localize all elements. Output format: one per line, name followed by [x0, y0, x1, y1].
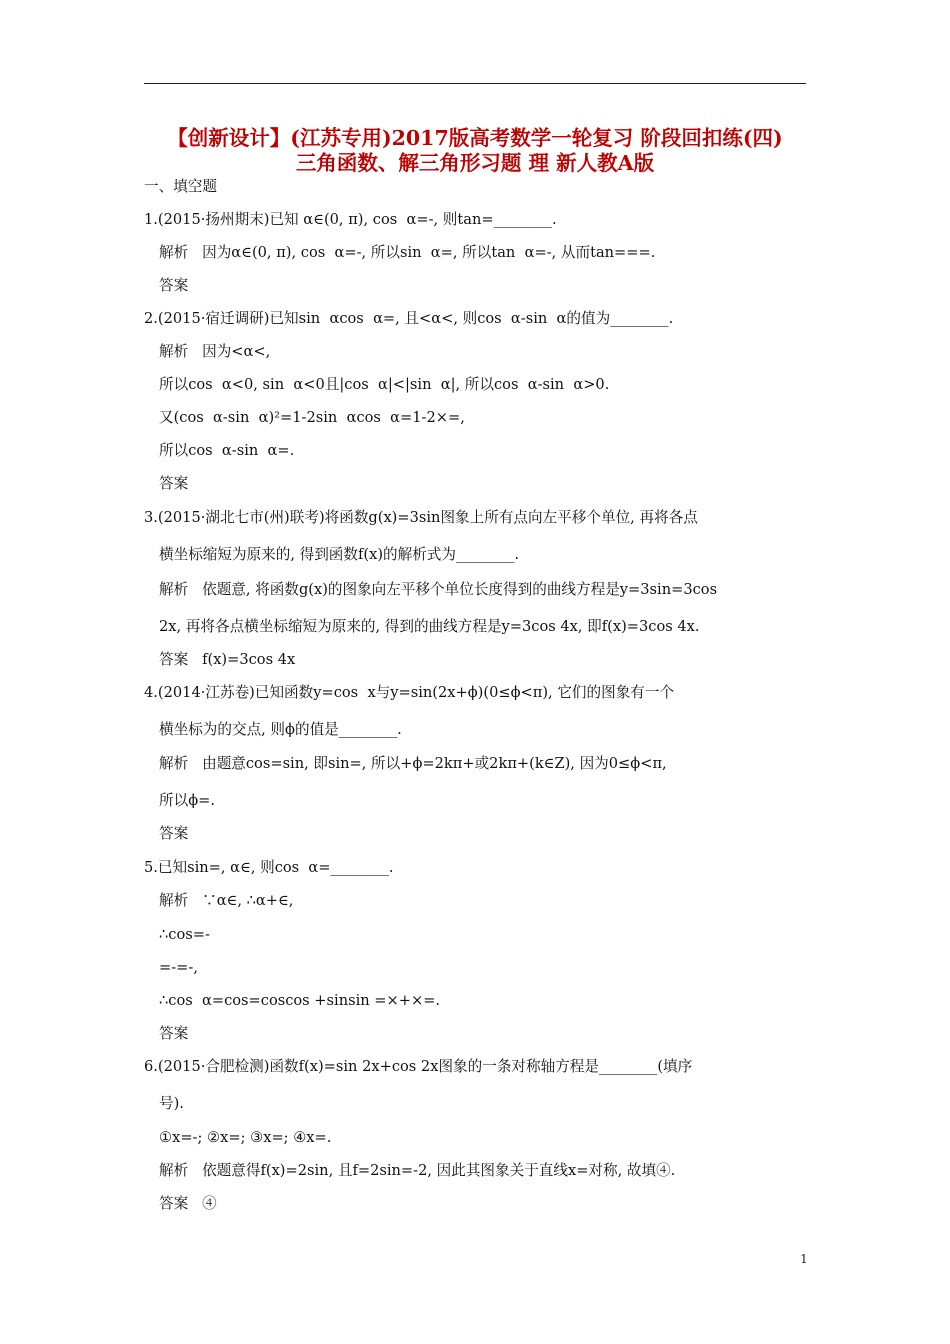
document-title-line2: 三角函数、解三角形习题 理 新人教A版 — [295, 151, 655, 175]
problem-3-solution-line2: 2x, 再将各点横坐标缩短为原来的, 得到的曲线方程是y=3cos 4x, 即f(x)=3cos 4x. — [159, 618, 700, 635]
problem-5-solution-line3: =-=-, — [159, 959, 198, 976]
page-number: 1 — [800, 1252, 808, 1266]
problem-6-solution: 解析 依题意得f(x)=2sin, 且f=2sin=-2, 因此其图象关于直线x=对称, 故填④. — [159, 1162, 676, 1179]
problem-5-solution-line4: ∴cos α=cos=coscos +sinsin =×+×=. — [159, 992, 441, 1009]
problem-6-options: ①x=-; ②x=; ③x=; ④x=. — [159, 1129, 332, 1146]
problem-2-solution-line1: 解析 因为<α<, — [159, 343, 271, 360]
problem-2-solution-line2: 所以cos α<0, sin α<0且|cos α|<|sin α|, 所以cos α-sin α>0. — [159, 376, 610, 393]
problem-4-solution-line2: 所以ϕ=. — [159, 792, 216, 809]
problem-3-answer: 答案 f(x)=3cos 4x — [159, 651, 296, 668]
document-title-line1: 【创新设计】(江苏专用)2017版高考数学一轮复习 阶段回扣练(四) — [167, 126, 783, 150]
problem-4-answer: 答案 — [159, 825, 189, 842]
problem-3-question-line2: 横坐标缩短为原来的, 得到函数f(x)的解析式为________. — [159, 546, 519, 563]
problem-2-solution-line3: 又(cos α-sin α)²=1-2sin αcos α=1-2×=, — [159, 409, 465, 426]
problem-3-solution-line1: 解析 依题意, 将函数g(x)的图象向左平移个单位长度得到的曲线方程是y=3sin=3cos — [159, 581, 718, 598]
problem-1-solution: 解析 因为α∈(0, π), cos α=-, 所以sin α=, 所以tan α=-, 从而tan===. — [159, 244, 656, 261]
section-heading: 一、填空题 — [144, 178, 217, 195]
problem-4-question-line2: 横坐标为的交点, 则ϕ的值是________. — [159, 721, 402, 738]
problem-6-answer: 答案 ④ — [159, 1195, 217, 1212]
problem-5-solution-line2: ∴cos=- — [159, 926, 210, 943]
problem-2-answer: 答案 — [159, 475, 189, 492]
problem-2-question: 2.(2015·宿迁调研)已知sin αcos α=, 且<α<, 则cos α-sin α的值为________. — [144, 310, 674, 327]
problem-5-question: 5.已知sin=, α∈, 则cos α=________. — [144, 859, 394, 876]
problem-5-answer: 答案 — [159, 1025, 189, 1042]
problem-6-question-line2: 号). — [159, 1095, 184, 1112]
header-rule — [144, 83, 806, 84]
problem-2-solution-line4: 所以cos α-sin α=. — [159, 442, 295, 459]
problem-6-question-line1: 6.(2015·合肥检测)函数f(x)=sin 2x+cos 2x图象的一条对称轴方程是________(填序 — [144, 1058, 693, 1075]
problem-1-answer: 答案 — [159, 277, 189, 294]
problem-4-question-line1: 4.(2014·江苏卷)已知函数y=cos x与y=sin(2x+ϕ)(0≤ϕ<π), 它们的图象有一个 — [144, 684, 675, 701]
problem-1-question: 1.(2015·扬州期末)已知 α∈(0, π), cos α=-, 则tan=________. — [144, 211, 557, 228]
problem-3-question-line1: 3.(2015·湖北七市(州)联考)将函数g(x)=3sin图象上所有点向左平移个单位, 再将各点 — [144, 509, 698, 526]
problem-5-solution-line1: 解析 ∵α∈, ∴α+∈, — [159, 892, 294, 909]
problem-4-solution-line1: 解析 由题意cos=sin, 即sin=, 所以+ϕ=2kπ+或2kπ+(k∈Z), 因为0≤ϕ<π, — [159, 755, 667, 772]
